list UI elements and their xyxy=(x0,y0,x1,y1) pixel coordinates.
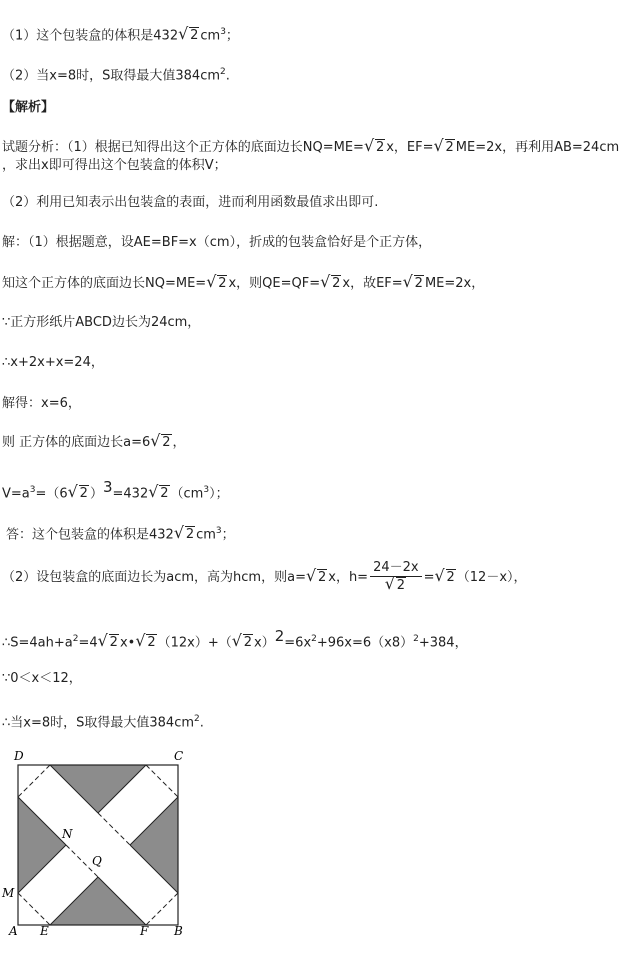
shaded-triangles xyxy=(18,765,178,925)
shaded-triangle-top xyxy=(50,765,146,813)
label-B: B xyxy=(174,924,183,938)
answer-2: （2）当x=8时，S取得最大值$384cm^2$. xyxy=(2,67,230,84)
label-M: M xyxy=(2,886,15,900)
solution-line-2: 知这个正方体的底面边长NQ=ME=√ 2 x，则QE=QF=√ 2 x，故EF=√ 2 ME=2x， xyxy=(2,275,484,293)
solution-line-11: ∵0＜x＜12， xyxy=(2,671,82,686)
label-N: N xyxy=(62,827,73,841)
label-E: E xyxy=(40,924,49,938)
answer-1: （1）这个包装盒的体积是432√ 2 $cm^3$； xyxy=(2,23,239,45)
analysis-paragraph-1: 试题分析：（1）根据已知得出这个正方体的底面边长NQ=ME=√ 2 x，EF=√ 2 ME=2x，再利用AB=24cm xyxy=(2,139,619,157)
solution-line-1: 解：（1）根据题意，设AE=BF=x（cm），折成的包装盒恰好是个正方体， xyxy=(2,235,432,250)
solution-line-9: （2）设包装盒的底面边长为acm，高为hcm，则a=√ 2 x，h= 24－2x √ 2 =√ 2 （12－x）， xyxy=(2,560,527,595)
shaded-triangle-left xyxy=(18,797,66,893)
label-A: A xyxy=(9,924,18,938)
solution-line-12: ∴当x=8时，S取得最大值$384cm^2$. xyxy=(2,714,204,731)
label-D: D xyxy=(14,749,24,763)
analysis-paragraph-1-cont: ，求出x即可得出这个包装盒的体积V； xyxy=(2,158,227,173)
analysis-paragraph-2: （2）利用已知表示出包装盒的表面，进而利用函数最值求出即可. xyxy=(2,195,379,210)
solution-line-3: ∵正方形纸片ABCD边长为24cm， xyxy=(2,315,201,330)
label-C: C xyxy=(174,749,184,763)
label-F: F xyxy=(140,924,149,938)
solution-line-5: 解得：x=6， xyxy=(2,396,81,411)
shaded-triangle-bottom xyxy=(50,877,146,925)
solution-line-8: 答：这个包装盒的体积是432√ 2 $cm^3$； xyxy=(6,522,235,544)
solution-line-6: 则 正方体的底面边长a=6√ 2 ， xyxy=(2,434,186,452)
label-Q: Q xyxy=(92,854,102,868)
solution-line-10: $\therefore S=4ah+a^2=4√$ 2 x•√ 2 （12x）+（√ 2 $x)^2=6x^2+96x=6(x8)^2+384$， xyxy=(2,627,468,652)
fraction: 24－2x √ 2 xyxy=(370,560,422,595)
solution-line-7: $V=a^3=(6√$ 2 ）$^3$=432√ 2 $(cm^3)$； xyxy=(2,478,229,503)
section-title: 【解析】 xyxy=(2,100,55,115)
shaded-triangle-right xyxy=(130,797,178,893)
box-net-figure xyxy=(0,745,200,945)
solution-line-4: ∴x+2x+x=24， xyxy=(2,355,104,370)
